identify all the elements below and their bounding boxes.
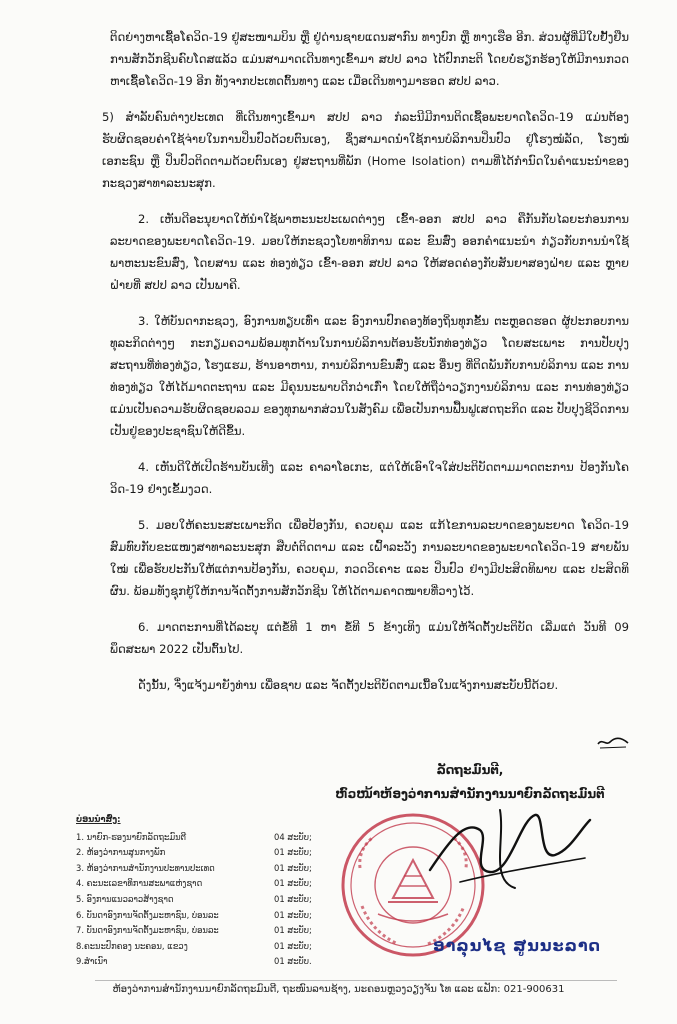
distribution-row bbox=[76, 954, 336, 970]
signer-position: ຫົວໜ້າຫ້ອງວ່າການສໍານັກງານນາຍົກລັດຖະມົນຕີ bbox=[335, 787, 605, 801]
distribution-recipient: 6. ບັນດາອົງການຈັດຕັ້ງມະຫາຊົນ, ບ່ອນລະ bbox=[76, 909, 219, 920]
document-body bbox=[102, 26, 629, 708]
closing-line: ດັ່ງນັ້ນ, ຈຶ່ງແຈ້ງມາຍັງທ່ານ ເພື່ອຊາບ ແລະ ຈັດຕັ້ງປະຕິບັດຕາມເນື້ອໃນແຈ້ງການສະບັບນີ້ດ້ວຍ. bbox=[138, 678, 559, 692]
footer-divider bbox=[95, 980, 617, 981]
distribution-recipient: 2. ຫ້ອງວ່າການສູນກາງພັກ bbox=[76, 847, 166, 858]
distribution-recipient: 1. ນາຍົກ-ຮອງນາຍົກລັດຖະມົນຕີ bbox=[76, 831, 187, 842]
paragraph-item-5: 5) ສໍາລັບຄົນຕ່າງປະເທດ ທີ່ເດີນທາງເຂົ້າມາ ສປປ ລາວ ກໍລະນີມີການຕິດເຊື້ອພະຍາດໂຄວິດ-19 ແມ່ນຕ້ອງຮັບຜິດຊອບຄ່າໃຊ້ຈ່າຍໃນການປິ່ນປົວດ້ວຍຕົນເອງ, ຊຶ່ງສາມາດນໍາໃຊ້ການບໍລິການປິ່ນປົວ ຢູ່ໂຮງໝໍລັດ, ໂຮງໝໍເອກະຊົນ ຫຼື ປິ່ນປົວຕິດຕາມດ້ວຍຕົນເອງ ຢູ່ສະຖານທີ່ພັກ (Home Isolation) ຕາມທີ່ໄດ້ກໍານົດໃນຄໍາແນະນໍາຂອງກະຊວງສາທາລະນະສຸກ. bbox=[102, 110, 629, 190]
paragraph-4: 4. ເຫັນດີໃຫ້ເປີດຮ້ານບັນເທີງ ແລະ ຄາລາໂອເກະ, ແຕ່ໃຫ້ເອົາໃຈໃສ່ປະຕິບັດຕາມມາດຕະການ ປ້ອງກັນໂຄວິດ-19 ຢ່າງເຂັ້ມງວດ. bbox=[110, 460, 629, 496]
distribution-quantity: 01 ສະບັບ; bbox=[274, 925, 312, 936]
distribution-header: ບ່ອນນໍາສົ່ງ: bbox=[76, 814, 121, 824]
signer-name: ອາລຸນໄຊ ສູນນະລາດ bbox=[433, 936, 601, 955]
distribution-quantity: 01 ສະບັບ; bbox=[274, 940, 312, 951]
distribution-row bbox=[76, 939, 336, 955]
paragraph-2: 2. ເຫັນດີອະນຸຍາດໃຫ້ນໍາໃຊ້ພາຫະນະປະເພດຕ່າງໆ ເຂົ້າ-ອອກ ສປປ ລາວ ຄືກັນກັບໄລຍະກ່ອນການລະບາດຂອງພະຍາດໂຄວິດ-19. ມອບໃຫ້ກະຊວງໂຍທາທິການ ແລະ ຂົນສົ່ງ ອອກຄໍາແນະນໍາ ກ່ຽວກັບການນໍາໃຊ້ພາຫະນະຂົນສົ່ງ, ໂດຍສານ ແລະ ທ່ອງທ່ຽວ ເຂົ້າ-ອອກ ສປປ ລາວ ໃຫ້ສອດຄ່ອງກັບສັນຍາສອງຝ່າຍ ແລະ ຫຼາຍຝ່າຍທີ່ ສປປ ລາວ ເປັນພາຄີ. bbox=[110, 212, 629, 292]
distribution-row bbox=[76, 845, 336, 861]
distribution-quantity: 01 ສະບັບ. bbox=[274, 956, 312, 967]
signer-title: ລັດຖະມົນຕີ, bbox=[436, 763, 504, 777]
distribution-row bbox=[76, 908, 336, 924]
distribution-row bbox=[76, 923, 336, 939]
initials-mark-icon bbox=[596, 734, 630, 750]
distribution-quantity: 01 ສະບັບ; bbox=[274, 847, 312, 858]
distribution-list bbox=[76, 812, 336, 970]
distribution-recipient: 5. ອົງການແນວລາວສ້າງຊາດ bbox=[76, 893, 174, 904]
distribution-row bbox=[76, 861, 336, 877]
signature-block bbox=[310, 758, 630, 806]
paragraph-intro: ຕິດຍ່າງຫາເຊື້ອໂຄວິດ-19 ຢູ່ສະໜາມບິນ ຫຼື ຢູ່ດ່ານຊາຍແດນສາກົນ ທາງບົກ ຫຼື ທາງເຮືອ ອີກ. ສ່ວນຜູ້ທີ່ມີໃບຢັ້ງຢືນການສັກວັກຊີນຄົບໂດສແລ້ວ ແມ່ນສາມາດເດີນທາງເຂົ້າມາ ສປປ ລາວ ໄດ້ປົກກະຕິ ໂດຍບໍ່ຮຽກຮ້ອງໃຫ້ມີການກວດຫາເຊື້ອໂຄວິດ-19 ອີກ ທັງຈາກປະເທດຕົ້ນທາງ ແລະ ເມື່ອເດີນທາງມາຮອດ ສປປ ລາວ. bbox=[110, 30, 629, 88]
distribution-quantity: 01 ສະບັບ; bbox=[274, 878, 312, 889]
handwritten-signature-icon bbox=[420, 800, 595, 895]
paragraph-5: 5. ມອບໃຫ້ຄະນະສະເພາະກິດ ເພື່ອປ້ອງກັນ, ຄວບຄຸມ ແລະ ແກ້ໄຂການລະບາດຂອງພະຍາດ ໂຄວິດ-19 ສົມທົບກັບຂະແໜງສາທາລະນະສຸກ ສືບຕໍ່ຕິດຕາມ ແລະ ເຝົ້າລະວັງ ການລະບາດຂອງພະຍາດໂຄວິດ-19 ສາຍພັນໃໝ່ ເພື່ອຮັບປະກັນໃຫ້ແຕ່ການປ້ອງກັນ, ຄວບຄຸມ, ກວດວິເຄາະ ແລະ ປິ່ນປົວ ຢ່າງມີປະສິດທິພາບ ແລະ ປະສິດທິຜົນ. ພ້ອມທັງຊຸກຍູ້ໃຫ້ການຈັດຕັ້ງການສັກວັກຊີນ ໃຫ້ໄດ້ຕາມຄາດໝາຍທີ່ວາງໄວ້. bbox=[110, 518, 629, 598]
distribution-recipient: 3. ຫ້ອງວ່າການສໍານັກງານປະທານປະເທດ bbox=[76, 862, 215, 873]
distribution-recipient: 7. ບັນດາອົງການຈັດຕັ້ງມະຫາຊົນ, ບ່ອນລະ bbox=[76, 925, 219, 936]
distribution-quantity: 04 ສະບັບ; bbox=[274, 831, 312, 842]
distribution-recipient: 4. ຄະນະເລຂາທິການສະພາແຫ່ງຊາດ bbox=[76, 878, 203, 889]
distribution-recipient: 9.ສໍາເນົາ bbox=[76, 956, 108, 967]
distribution-quantity: 01 ສະບັບ; bbox=[274, 862, 312, 873]
distribution-row bbox=[76, 892, 336, 908]
paragraph-3: 3. ໃຫ້ບັນດາກະຊວງ, ອົງການທຽບເທົ່າ ແລະ ອົງການປົກຄອງທ້ອງຖິ່ນທຸກຂັ້ນ ຕະຫຼອດຮອດ ຜູ້ປະກອບການທຸລະກິດຕ່າງໆ ກະກຽມຄວາມພ້ອມທຸກດ້ານໃນການບໍລິການຕ້ອນຮັບນັກທ່ອງທ່ຽວ ໂດຍສະເພາະ ການປັບປຸງສະຖານທີ່ທ່ອງທ່ຽວ, ໂຮງແຮມ, ຮ້ານອາຫານ, ການບໍລິການຂົນສົ່ງ ແລະ ອື່ນໆ ທີ່ຕິດພັນກັບການບໍລິການ ແລະ ການທ່ອງທ່ຽວ ໃຫ້ໄດ້ມາດຕະຖານ ແລະ ມີຄຸນນະພາບດີກວ່າເກົ່າ ໂດຍໃຫ້ຖືວ່າວຽກງານບໍລິການ ແລະ ການທ່ອງທ່ຽວແມ່ນເປັນຄວາມຮັບຜິດຊອບລວມ ຂອງທຸກພາກສ່ວນໃນສັງຄົມ ເພື່ອເປັນການຟື້ນຟູເສດຖະກິດ ແລະ ປັບປຸງຊີວິດການເປັນຢູ່ຂອງປະຊາຊົນໃຫ້ດີຂຶ້ນ. bbox=[110, 314, 629, 438]
paragraph-6: 6. ມາດຕະການທີ່ໄດ້ລະບຸ ແຕ່ຂໍ້ທີ 1 ຫາ ຂໍ້ທີ 5 ຂ້າງເທິງ ແມ່ນໃຫ້ຈັດຕັ້ງປະຕິບັດ ເລີ່ມແຕ່ ວັນທີ 09 ພຶດສະພາ 2022 ເປັນຕົ້ນໄປ. bbox=[110, 620, 629, 656]
footer-address: ຫ້ອງວ່າການສໍານັກງານນາຍົກລັດຖະມົນຕີ, ຖະໜົນລານຊ້າງ, ນະຄອນຫຼວງວຽງຈັນ ໂທ ແລະ ແຟັກ: 021-900631 bbox=[112, 984, 565, 995]
distribution-row bbox=[76, 876, 336, 892]
distribution-recipient: 8.ຄະນະປົກຄອງ ນະຄອນ, ແຂວງ bbox=[76, 940, 188, 951]
distribution-quantity: 01 ສະບັບ; bbox=[274, 909, 312, 920]
distribution-quantity: 01 ສະບັບ; bbox=[274, 893, 312, 904]
distribution-row bbox=[76, 830, 336, 846]
distribution-rows bbox=[76, 830, 336, 970]
